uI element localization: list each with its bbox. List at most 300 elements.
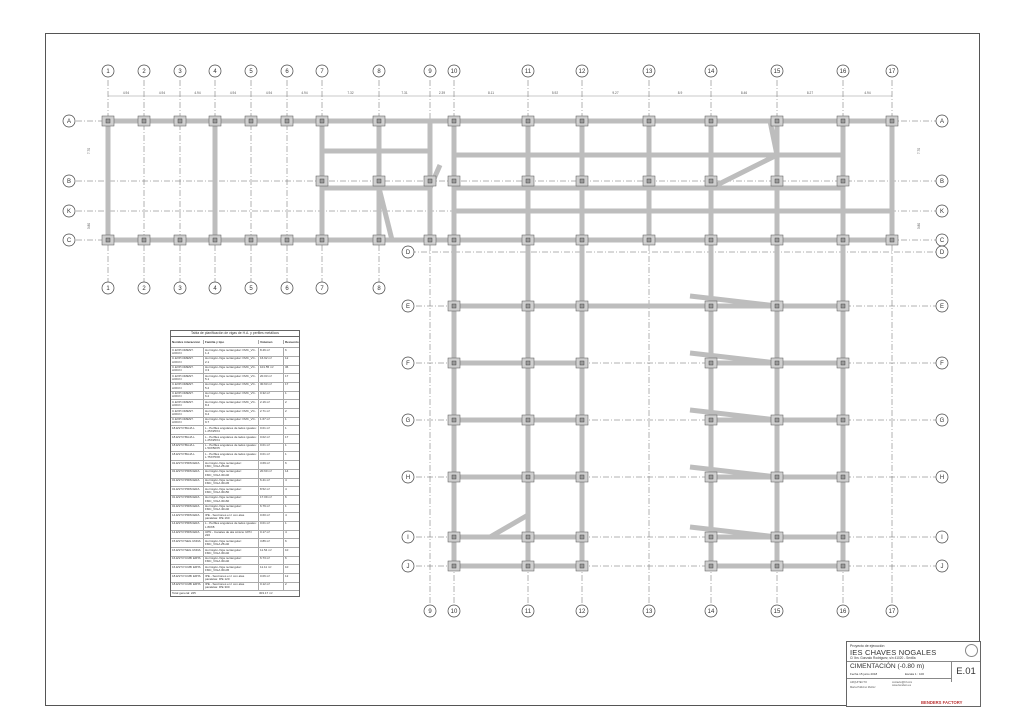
- column-support: [841, 119, 845, 123]
- grid-label-bottom: 16: [839, 609, 847, 615]
- table-cell: 20.03 m³: [259, 374, 284, 382]
- author-label: ARQUITECTO: [850, 681, 867, 684]
- table-cell: C.EXP.CIMENT. AIOCN: [171, 357, 204, 365]
- table-cell: 01.EST.P.PRIM ERA: [171, 470, 204, 478]
- table-row: [171, 479, 299, 488]
- column-support: [709, 418, 713, 422]
- grid-label-bottom: 15: [773, 609, 781, 615]
- grid-label-bottom: 5: [249, 286, 253, 292]
- table-header-cell: Nombre interaccion: [171, 340, 204, 344]
- table-row: [171, 366, 299, 375]
- table-cell: 6: [285, 461, 287, 465]
- table-cell: 16.EST.P.CUBI ERTA: [171, 565, 204, 573]
- grid-label-right: F: [940, 361, 944, 367]
- column-support: [775, 361, 779, 365]
- table-cell: 101.55 m³: [259, 366, 284, 374]
- column-support: [580, 535, 584, 539]
- grid-label-top: 3: [178, 69, 182, 75]
- table-cell: 36: [285, 365, 289, 370]
- grid-label-top: 6: [285, 69, 289, 75]
- grid-label-right: H: [939, 475, 945, 481]
- column-support: [320, 238, 324, 242]
- table-cell: Hormigón-Viga rectangular: FMC_VIGA 30x40: [204, 557, 259, 565]
- table-row: [171, 557, 299, 566]
- column-support: [580, 475, 584, 479]
- table-cell: 1.67 m³: [259, 418, 284, 426]
- column-support: [526, 119, 530, 123]
- dimension-value-left: 7.70: [87, 147, 91, 155]
- table-row: [171, 461, 299, 470]
- grid-label-bottom: 13: [645, 609, 653, 615]
- table-cell: C.EXP.CIMENT. AIOCN: [171, 392, 204, 400]
- grid-label-left: A: [66, 119, 72, 125]
- table-cell: 14.EST.P.PRIM ERA: [171, 513, 204, 521]
- table-cell: 0.60 m³: [259, 513, 284, 521]
- table-cell: 2.16 m³: [259, 400, 284, 408]
- table-cell: 4: [285, 478, 287, 483]
- grid-label-top: 13: [645, 69, 653, 75]
- table-cell: C.EXP.CIMENT. AIOCN: [171, 374, 204, 382]
- grid-label-bottom: 6: [285, 286, 289, 292]
- grid-label-top: 7: [320, 69, 324, 75]
- table-row: [171, 574, 299, 583]
- grid-label-bottom: 14: [707, 609, 715, 615]
- column-support: [841, 418, 845, 422]
- table-cell: 18.EST.P.BAJA L: [171, 444, 204, 452]
- grid-label-top: 14: [707, 69, 715, 75]
- table-cell: 8.46 m³: [259, 348, 284, 356]
- grid-label-top: 11: [524, 69, 532, 75]
- sheet-title: CIMENTACIÓN (-0.80 m): [850, 663, 925, 670]
- diagonal-beam: [711, 155, 777, 188]
- table-row: [171, 513, 299, 522]
- column-support: [775, 564, 779, 568]
- table-cell: 3.69 m³: [259, 461, 284, 469]
- column-support: [452, 119, 456, 123]
- column-support: [580, 564, 584, 568]
- table-cell: 4: [285, 530, 287, 535]
- beam-schedule-table: [170, 330, 300, 597]
- table-cell: Hormigón-Viga rectangular: FMC_VC-9.7: [204, 418, 259, 426]
- column-support: [526, 304, 530, 308]
- column-support: [709, 564, 713, 568]
- table-cell: 1: [285, 504, 287, 509]
- column-support: [178, 119, 182, 123]
- table-cell: Hormigón-Viga rectangular: FMC_VC-8.4: [204, 400, 259, 408]
- table-cell: 16.EST.P.CUBI ERTA: [171, 557, 204, 565]
- column-support: [142, 119, 146, 123]
- table-cell: 14.EST.P.PRIM ERA: [171, 522, 204, 530]
- table-row: [171, 409, 299, 418]
- contact-info: contacto@bf.com www.benders.es: [892, 681, 913, 687]
- column-support: [890, 238, 894, 242]
- table-cell: 6.73 m³: [259, 557, 284, 565]
- table-cell: 12: [285, 356, 289, 361]
- column-support: [647, 119, 651, 123]
- table-total-label: Total general: 225: [172, 590, 196, 595]
- brand-logo: BENDERS FACTORY: [921, 700, 963, 705]
- table-cell: 4: [285, 487, 287, 491]
- column-support: [285, 119, 289, 123]
- table-cell: 17: [285, 435, 289, 439]
- table-row: [171, 470, 299, 479]
- grid-label-left: B: [66, 179, 72, 185]
- table-cell: 0.01 m³: [259, 522, 284, 530]
- column-support: [452, 418, 456, 422]
- table-row: [171, 392, 299, 401]
- column-support: [106, 238, 110, 242]
- table-cell: Hormigón-Viga rectangular: FMC_VC-2.1: [204, 357, 259, 365]
- grid-label-top: 15: [773, 69, 781, 75]
- column-support: [377, 238, 381, 242]
- table-cell: C.EXP.CIMENT. AIOCN: [171, 383, 204, 391]
- table-cell: 01.EST.P.PRIM ERA: [171, 496, 204, 504]
- grid-label-top: 5: [249, 69, 253, 75]
- table-cell: 18.EST.P.CUBI ERTA: [171, 583, 204, 591]
- table-row: [171, 383, 299, 392]
- dimension-value: 7.31: [401, 91, 408, 95]
- table-cell: 0.02 m³: [259, 435, 284, 443]
- grid-label-left: H: [405, 475, 411, 481]
- grid-label-bottom: 9: [428, 609, 432, 615]
- grid-label-right: J: [940, 564, 944, 570]
- table-cell: Hormigón-Viga rectangular: FMC_VC-5.1: [204, 374, 259, 382]
- table-cell: 1: [285, 426, 287, 430]
- grid-label-top: 2: [142, 69, 146, 75]
- column-support: [580, 119, 584, 123]
- table-cell: 15.EST.P.SEG UNDA: [171, 539, 204, 547]
- dimension-value-right: 7.70: [917, 147, 921, 155]
- column-support: [841, 475, 845, 479]
- grid-label-top: 10: [450, 69, 458, 75]
- column-support: [142, 238, 146, 242]
- grid-label-left: C: [66, 238, 72, 244]
- column-support: [841, 238, 845, 242]
- column-support: [775, 238, 779, 242]
- table-cell: Hormigón-Viga rectangular: FMC_VIGA 30x45: [204, 479, 259, 487]
- table-cell: 0.06 m³: [259, 574, 284, 582]
- column-support: [452, 304, 456, 308]
- table-cell: Hormigón-Viga rectangular: FMC_VIGA 30x40: [204, 548, 259, 556]
- column-support: [709, 179, 713, 183]
- table-cell: 12: [285, 574, 289, 578]
- table-cell: 17: [285, 374, 289, 378]
- grid-label-bottom: 10: [450, 609, 458, 615]
- grid-label-top: 16: [839, 69, 847, 75]
- column-support: [841, 179, 845, 183]
- table-header-cell: Recuento: [285, 340, 299, 344]
- dimension-value: 7.32: [347, 91, 354, 95]
- table-row: [171, 565, 299, 574]
- table-cell: L - Perfiles angulares de lados iguales: L 25X25X4: [204, 426, 259, 434]
- table-cell: 01.EST.P.PRIM ERA: [171, 487, 204, 495]
- table-body: [171, 348, 299, 591]
- table-cell: 1: [285, 417, 287, 422]
- table-cell: 20.60 m³: [259, 470, 284, 478]
- column-support: [213, 119, 217, 123]
- grid-label-bottom: 11: [524, 609, 532, 615]
- column-support: [890, 119, 894, 123]
- table-cell: Hormigón-Viga rectangular: FMC_VIGA 30x60: [204, 496, 259, 504]
- divider: [847, 678, 951, 679]
- table-cell: 4: [285, 513, 287, 517]
- column-support: [580, 418, 584, 422]
- table-cell: 1: [285, 521, 287, 526]
- column-support: [775, 304, 779, 308]
- column-support: [841, 564, 845, 568]
- table-cell: 6.79 m³: [259, 505, 284, 513]
- table-cell: 01.EST.P.PRIM ERA: [171, 505, 204, 513]
- table-row: [171, 426, 299, 435]
- table-row: [171, 505, 299, 514]
- column-support: [452, 535, 456, 539]
- project-label: Proyecto de ejecución: [850, 644, 885, 648]
- column-support: [775, 475, 779, 479]
- column-support: [841, 304, 845, 308]
- table-cell: IPE - Secciones en I con alas paralelas: IPE 160: [204, 513, 259, 521]
- column-support: [709, 535, 713, 539]
- table-cell: 1: [285, 452, 287, 456]
- column-support: [377, 179, 381, 183]
- table-cell: 8.52 m³: [259, 487, 284, 495]
- grid-label-right: D: [939, 250, 945, 256]
- grid-label-left: K: [66, 209, 72, 215]
- table-row: [171, 522, 299, 531]
- sheet-scale: Escala 1 : 100: [905, 672, 925, 676]
- table-cell: 18.EST.P.BAJA L: [171, 426, 204, 434]
- table-cell: Hormigón-Viga rectangular: FMC_VC-5.2: [204, 383, 259, 391]
- column-support: [709, 304, 713, 308]
- dimension-value: 4.94: [265, 91, 273, 95]
- column-support: [452, 179, 456, 183]
- grid-label-left: G: [405, 418, 411, 424]
- table-cell: 01.EST.P.PRIM ERA: [171, 461, 204, 469]
- table-cell: 18.EST.P.BAJA L: [171, 452, 204, 460]
- table-row: [171, 374, 299, 383]
- grid-label-top: 9: [428, 69, 432, 75]
- table-cell: C.EXP.CIMENT. AIOCN: [171, 409, 204, 417]
- grid-label-top: 8: [377, 69, 381, 75]
- column-support: [647, 238, 651, 242]
- table-cell: 2: [285, 400, 287, 404]
- dimension-value: 2.39: [438, 91, 446, 95]
- table-cell: Hormigón-Viga rectangular: FMC_VIGA 25x40: [204, 461, 259, 469]
- column-support: [178, 238, 182, 242]
- logo-icon: [965, 644, 978, 657]
- grid-label-right: A: [939, 119, 945, 125]
- column-support: [709, 361, 713, 365]
- table-cell: L - Perfiles angulares de lados iguales: L 75X75X8: [204, 452, 259, 460]
- table-cell: 6: [285, 348, 287, 352]
- column-support: [249, 119, 253, 123]
- table-cell: 3.86 m³: [259, 539, 284, 547]
- grid-label-bottom: 3: [178, 286, 182, 292]
- grid-label-top: 17: [888, 69, 896, 75]
- dimension-value: 8.46: [740, 91, 748, 95]
- table-cell: 6.41 m³: [259, 479, 284, 487]
- dimension-value: 8.9: [677, 91, 683, 95]
- grid-label-bottom: 8: [377, 286, 381, 292]
- table-cell: 01.EST.P.PRIM ERA: [171, 479, 204, 487]
- sheet-date: Fecha 15 junio 2018: [850, 672, 878, 676]
- column-support: [526, 475, 530, 479]
- grid-label-bottom: 2: [142, 286, 146, 292]
- table-cell: 0.12 m³: [259, 583, 284, 591]
- table-cell: Hormigón-Viga rectangular: FMC_VC-1.4: [204, 348, 259, 356]
- column-support: [580, 238, 584, 242]
- table-caption: Tabla de planificación de vigas de H.A. y perfiles metálicos: [171, 331, 299, 337]
- table-row: [171, 444, 299, 453]
- table-cell: 6: [285, 556, 287, 561]
- column-support: [580, 179, 584, 183]
- column-support: [526, 564, 530, 568]
- table-row: [171, 348, 299, 357]
- table-cell: L - Perfiles angulares de lados iguales: L 25X25X4: [204, 435, 259, 443]
- dimension-value: 8.11: [488, 91, 494, 95]
- table-row: [171, 435, 299, 444]
- table-cell: 0.32 m³: [259, 392, 284, 400]
- column-support: [320, 119, 324, 123]
- column-support: [709, 475, 713, 479]
- dimension-value: 9.27: [612, 91, 619, 95]
- dimension-value-right: 3.80: [917, 222, 921, 230]
- table-total-value: 303.17 m³: [259, 590, 273, 595]
- table-cell: 6: [285, 539, 287, 543]
- column-support: [709, 119, 713, 123]
- column-support: [580, 361, 584, 365]
- table-header-cell: Familia y tipo: [204, 340, 259, 344]
- table-row: [171, 418, 299, 427]
- dimension-value: 4.94: [864, 91, 871, 95]
- table-cell: 11.11 m³: [259, 565, 284, 573]
- column-support: [452, 361, 456, 365]
- dimension-value: 4.94: [122, 91, 130, 95]
- column-support: [320, 179, 324, 183]
- column-support: [841, 535, 845, 539]
- grid-label-right: I: [941, 535, 943, 541]
- table-cell: IPE - Secciones en I con alas paralelas: IPE 300: [204, 583, 259, 591]
- table-cell: 30.63 m³: [259, 383, 284, 391]
- grid-label-top: 4: [213, 69, 217, 75]
- table-cell: 0.01 m³: [259, 452, 284, 460]
- dimension-value: 4.94: [194, 91, 201, 95]
- dimension-value: 4.94: [301, 91, 308, 95]
- table-row: [171, 357, 299, 366]
- column-support: [775, 535, 779, 539]
- column-support: [106, 119, 110, 123]
- table-cell: 2: [285, 409, 287, 413]
- table-cell: 17.09 m³: [259, 496, 284, 504]
- grid-label-right: C: [939, 238, 945, 244]
- grid-label-left: J: [406, 564, 410, 570]
- grid-label-right: G: [939, 418, 945, 424]
- table-cell: 0.17 m³: [259, 531, 284, 539]
- grid-label-left: I: [407, 535, 409, 541]
- table-row: [171, 452, 299, 461]
- dimension-value: 4.94: [158, 91, 166, 95]
- column-support: [526, 418, 530, 422]
- table-cell: 0.01 m³: [259, 444, 284, 452]
- table-cell: Hormigón-Viga rectangular: FMC_VC-3.3: [204, 366, 259, 374]
- table-cell: Hormigón-Viga rectangular: FMC_VIGA 30x45: [204, 565, 259, 573]
- column-support: [580, 304, 584, 308]
- table-row: [171, 531, 299, 540]
- column-support: [647, 179, 651, 183]
- table-cell: 2.71 m³: [259, 409, 284, 417]
- dimension-value-left: 3.80: [87, 222, 91, 230]
- project-name: IES CHAVES NOGALES: [850, 648, 937, 657]
- table-row: [171, 400, 299, 409]
- table-cell: 17: [285, 382, 289, 387]
- column-support: [428, 238, 432, 242]
- grid-label-right: E: [939, 304, 945, 310]
- column-support: [526, 535, 530, 539]
- table-cell: Hormigón-Viga rectangular: FMC_VIGA 25x40: [204, 539, 259, 547]
- grid-label-left: D: [405, 250, 411, 256]
- dimension-value: 8.27: [806, 91, 814, 95]
- title-block: [846, 641, 981, 707]
- column-support: [452, 238, 456, 242]
- column-support: [249, 238, 253, 242]
- table-cell: L - Perfiles angulares de lados iguales: L 50X50X5: [204, 444, 259, 452]
- table-cell: 11.54 m³: [259, 548, 284, 556]
- column-support: [377, 119, 381, 123]
- table-row: [171, 539, 299, 548]
- column-support: [452, 475, 456, 479]
- table-cell: C.EXP.CIMENT. AIOCN: [171, 418, 204, 426]
- grid-label-right: K: [939, 209, 945, 215]
- column-support: [709, 238, 713, 242]
- grid-label-left: F: [406, 361, 410, 367]
- grid-label-left: E: [405, 304, 411, 310]
- table-cell: IPE - Secciones en I con alas paralelas: IPE 120: [204, 574, 259, 582]
- column-support: [526, 238, 530, 242]
- table-cell: 6: [285, 495, 287, 500]
- grid-label-top: 12: [578, 69, 586, 75]
- grid-label-top: 1: [106, 69, 110, 75]
- grid-label-bottom: 12: [578, 609, 586, 615]
- table-header-cell: Volumen: [259, 340, 284, 344]
- column-support: [452, 564, 456, 568]
- table-cell: C.EXP.CIMENT. AIOCN: [171, 366, 204, 374]
- column-support: [775, 418, 779, 422]
- column-support: [841, 361, 845, 365]
- table-cell: UPN - Canales de ala cónica: UPN 220: [204, 531, 259, 539]
- table-cell: Hormigón-Viga rectangular: FMC_VIGA 40x40: [204, 505, 259, 513]
- table-cell: 16.92 m³: [259, 357, 284, 365]
- table-cell: 14: [285, 469, 289, 474]
- table-cell: 1: [285, 391, 287, 396]
- table-row: [171, 496, 299, 505]
- grid-label-bottom: 17: [888, 609, 896, 615]
- table-cell: Hormigón-Viga rectangular: FMC_VC-6.2: [204, 392, 259, 400]
- table-cell: 10: [285, 565, 289, 569]
- table-cell: 10: [285, 548, 289, 552]
- grid-label-bottom: 1: [106, 286, 110, 292]
- table-row: [171, 548, 299, 557]
- sheet-code: E.01: [951, 662, 980, 682]
- table-cell: 14.EST.P.PRIM ERA: [171, 531, 204, 539]
- column-support: [526, 179, 530, 183]
- table-cell: L - Perfiles angulares de lados iguales: L 80X8: [204, 522, 259, 530]
- table-row: [171, 487, 299, 496]
- column-support: [775, 179, 779, 183]
- grid-label-right: B: [939, 179, 945, 185]
- grid-label-bottom: 7: [320, 286, 324, 292]
- column-support: [285, 238, 289, 242]
- column-support: [775, 119, 779, 123]
- grid-label-bottom: 4: [213, 286, 217, 292]
